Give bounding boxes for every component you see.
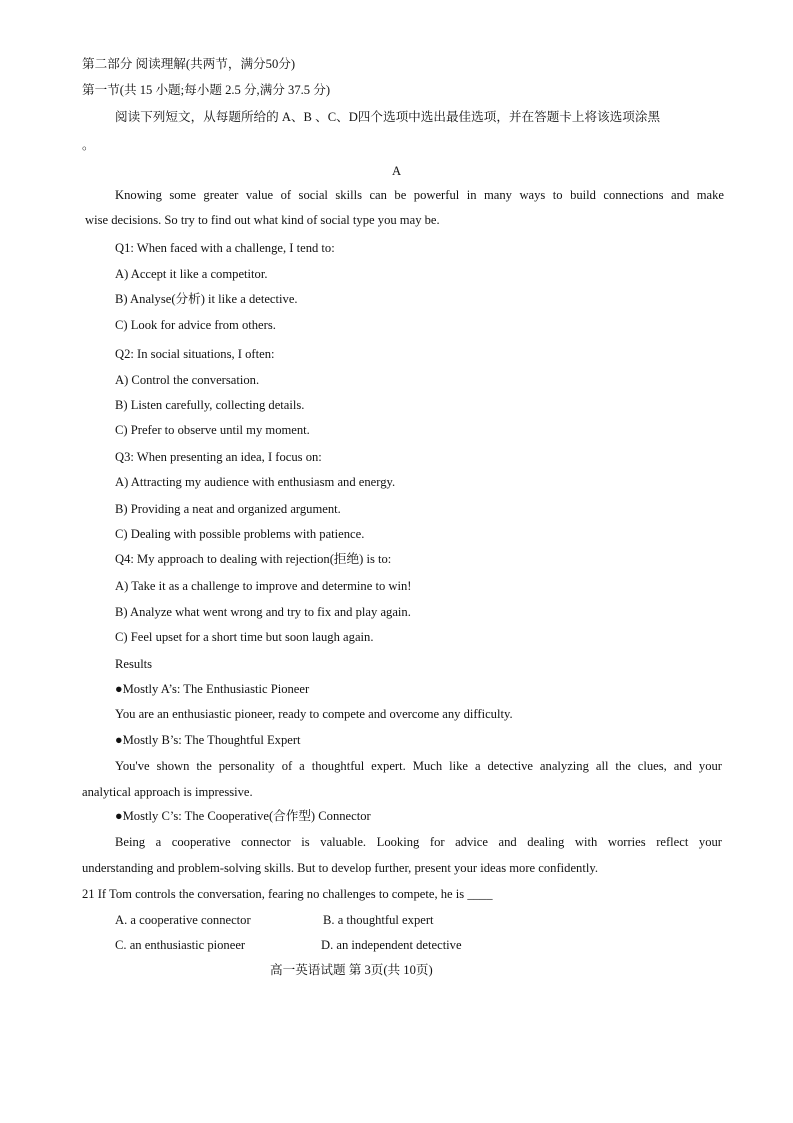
question-21-stem: 21 If Tom controls the conversation, fearing no challenges to compete, he is ____ bbox=[82, 887, 493, 901]
result-c-text-line-2: understanding and problem-solving skills. But to develop further, present your ideas more confidently. bbox=[82, 861, 598, 875]
q4-option-c: C) Feel upset for a short time but soon laugh again. bbox=[115, 630, 374, 644]
result-a-text: You are an enthusiastic pioneer, ready to compete and overcome any difficulty. bbox=[115, 707, 513, 721]
result-b-text-line-2: analytical approach is impressive. bbox=[82, 785, 253, 799]
instruction-line-2: 。 bbox=[82, 138, 95, 152]
q3-option-a: A) Attracting my audience with enthusiasm and energy. bbox=[115, 475, 396, 489]
q3-option-b: B) Providing a neat and organized argument. bbox=[115, 502, 341, 516]
q1-option-c: C) Look for advice from others. bbox=[115, 318, 276, 332]
passage-label: A bbox=[391, 164, 402, 178]
result-c-text-line-1: Being a cooperative connector is valuable. Looking for advice and dealing with worries reflect your bbox=[115, 835, 722, 849]
q3-option-c: C) Dealing with possible problems with patience. bbox=[115, 527, 365, 541]
page-footer: 高一英语试题 第 3页(共 10页) bbox=[270, 963, 433, 977]
part-heading: 第二部分 阅读理解(共两节，满分50分) bbox=[82, 57, 296, 71]
q2-option-c: C) Prefer to observe until my moment. bbox=[115, 423, 310, 437]
instruction-line-1: 阅读下列短文，从每题所给的 A、B 、C、D四个选项中选出最佳选项，并在答题卡上将该选项涂黑 bbox=[115, 110, 661, 124]
result-c-title: ●Mostly C’s: The Cooperative(合作型) Connector bbox=[115, 809, 371, 823]
passage-intro-line-2: wise decisions. So try to find out what kind of social type you may be. bbox=[85, 213, 440, 227]
result-a-title: ●Mostly A’s: The Enthusiastic Pioneer bbox=[115, 682, 310, 696]
question-21-option-b: B. a thoughtful expert bbox=[323, 913, 434, 927]
q4-option-a: A) Take it as a challenge to improve and determine to win! bbox=[115, 579, 412, 593]
question-q2: Q2: In social situations, I often: bbox=[115, 347, 275, 361]
question-21-option-d: D. an independent detective bbox=[321, 938, 462, 952]
question-21-option-a: A. a cooperative connector bbox=[115, 913, 251, 927]
results-title: Results bbox=[115, 657, 153, 671]
q1-option-a: A) Accept it like a competitor. bbox=[115, 267, 268, 281]
q1-option-b: B) Analyse(分析) it like a detective. bbox=[115, 292, 298, 306]
question-q4: Q4: My approach to dealing with rejection(拒绝) is to: bbox=[115, 552, 392, 566]
result-b-title: ●Mostly B’s: The Thoughtful Expert bbox=[115, 733, 301, 747]
question-q3: Q3: When presenting an idea, I focus on: bbox=[115, 450, 322, 464]
section-heading: 第一节(共 15 小题;每小题 2.5 分,满分 37.5 分) bbox=[82, 83, 331, 97]
result-b-text-line-1: You've shown the personality of a thoughtful expert. Much like a detective analyzing all the clues, and your bbox=[115, 759, 722, 773]
question-21-option-c: C. an enthusiastic pioneer bbox=[115, 938, 246, 952]
q2-option-a: A) Control the conversation. bbox=[115, 373, 260, 387]
question-q1: Q1: When faced with a challenge, I tend to: bbox=[115, 241, 335, 255]
q4-option-b: B) Analyze what went wrong and try to fix and play again. bbox=[115, 605, 411, 619]
q2-option-b: B) Listen carefully, collecting details. bbox=[115, 398, 305, 412]
passage-intro-line-1: Knowing some greater value of social skills can be powerful in many ways to build connections and make bbox=[115, 188, 724, 202]
